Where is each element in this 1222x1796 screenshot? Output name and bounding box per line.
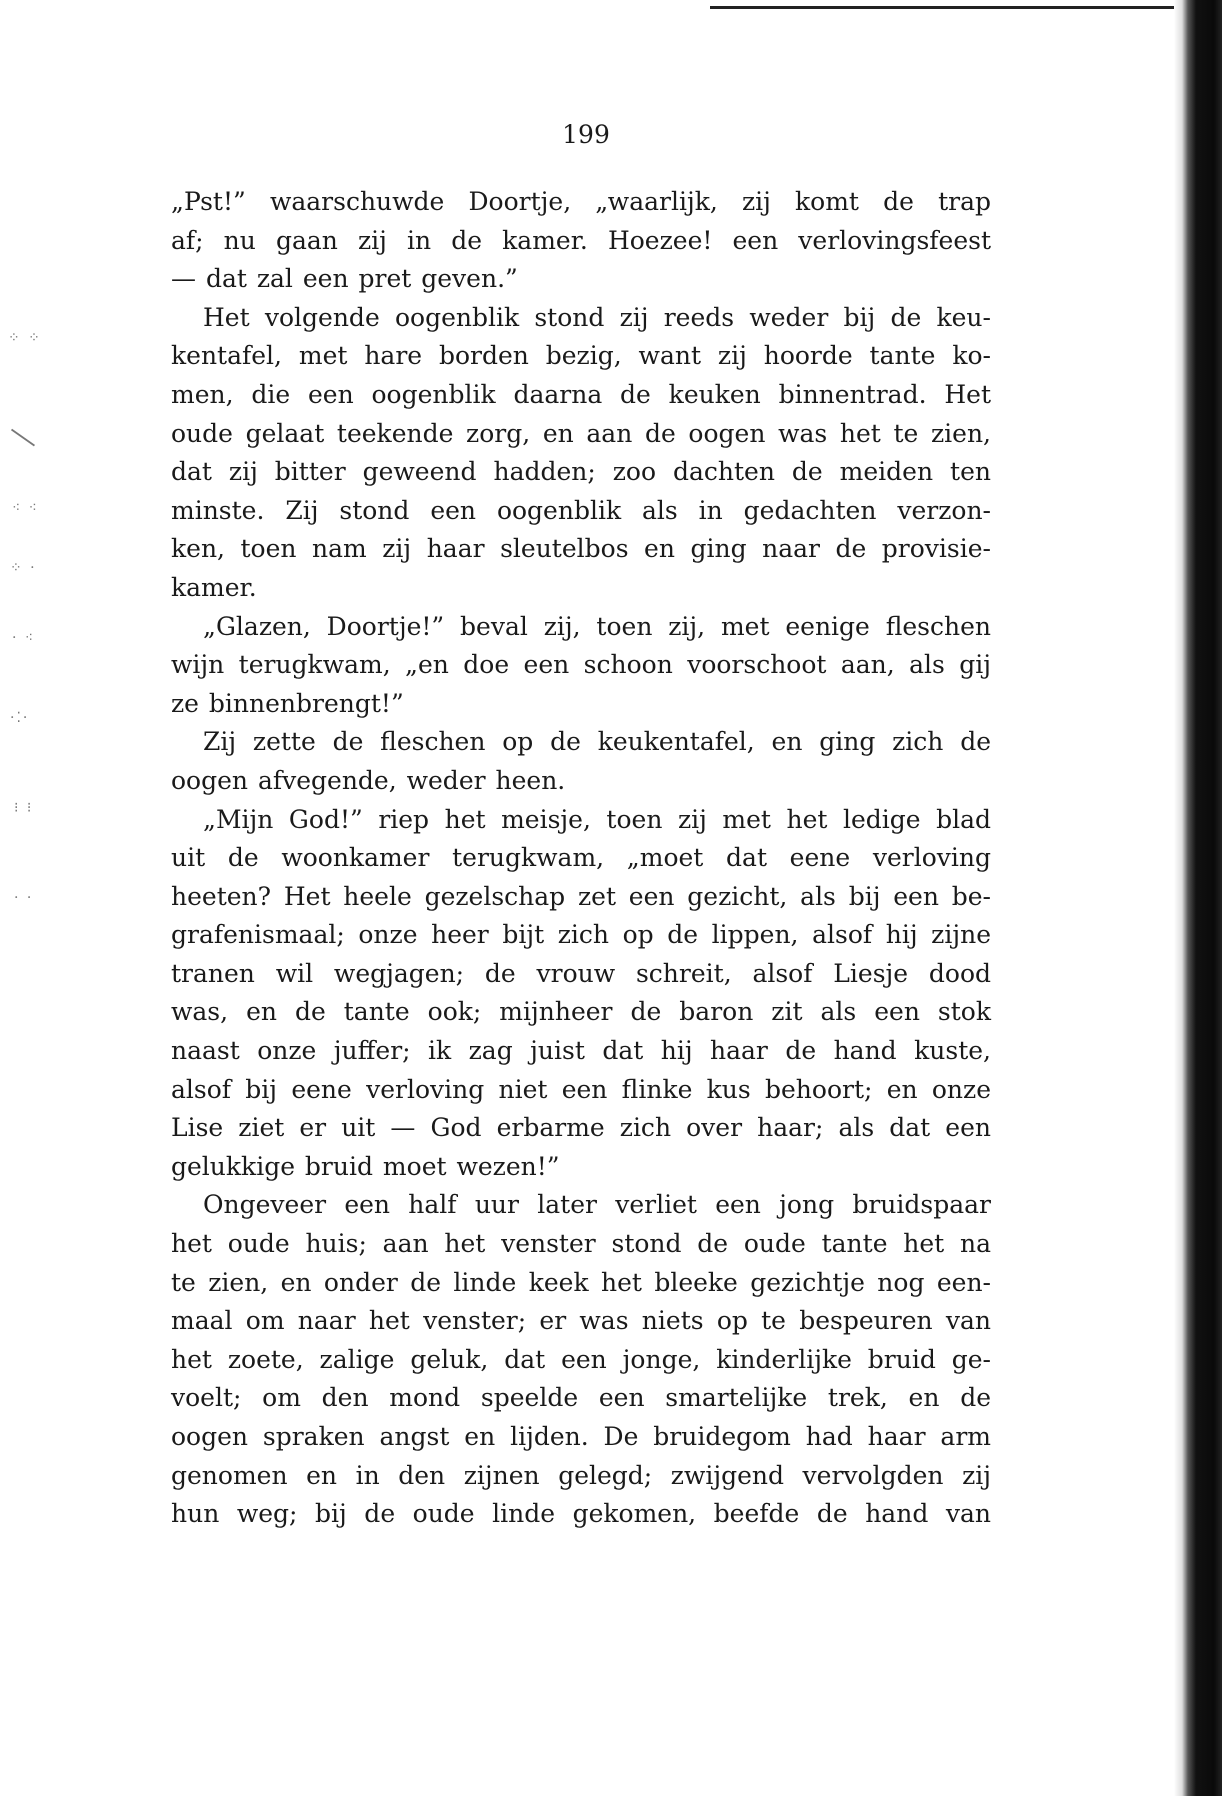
paragraph [171,1186,991,1533]
text-line: Ongeveer een half uur later verliet een jong bruidspaar [203,1190,991,1220]
text-line: oude gelaat teekende zorg, en aan de oogen was het te zien, [171,418,991,448]
text-line: „Glazen, Doortje!” beval zij, toen zij, met eenige fleschen [203,611,991,641]
book-binding-edge [1174,0,1222,1796]
margin-mark: · · [14,890,34,906]
text-line: uit de woonkamer terugkwam, „moet dat eene verloving [171,843,991,873]
text-line: oogen afvegende, weder heen. [171,765,566,795]
text-line: alsof bij eene verloving niet een flinke kus behoort; en onze [171,1074,991,1104]
text-line: naast onze juffer; ik zag juist dat hij haar de hand kuste, [171,1036,991,1066]
text-line: dat zij bitter geweend hadden; zoo dachten de meiden ten [171,457,991,487]
text-line: „Pst!” waarschuwde Doortje, „waarlijk, zij komt de trap [171,187,991,216]
text-line: te zien, en onder de linde keek het bleeke gezichtje nog een- [171,1267,991,1297]
text-line: ze binnenbrengt!” [171,688,404,718]
margin-mark: ⁖ ⁖ [12,500,39,516]
text-line: minste. Zij stond een oogenblik als in gedachten verzon- [171,495,991,525]
text-line: af; nu gaan zij in de kamer. Hoezee! een verlovingsfeest [171,225,991,255]
text-line: hun weg; bij de oude linde gekomen, beefde de hand van [171,1499,991,1529]
paragraph [171,183,991,299]
text-line: oogen spraken angst en lijden. De bruidegom had haar arm [171,1422,991,1451]
text-line: genomen en in den zijnen gelegd; zwijgend vervolgden zij [171,1460,991,1490]
text-line: heeten? Het heele gezelschap zet een gezicht, als bij een be- [171,881,991,911]
margin-mark: · ⁖ [12,630,36,646]
text-line: kentafel, met hare borden bezig, want zij hoorde tante ko- [171,341,991,371]
text-line: Zij zette de fleschen op de keukentafel, en ging zich de [203,727,991,757]
text-line: maal om naar het venster; er was niets op te bespeuren van [171,1306,991,1336]
text-line: tranen wil wegjagen; de vrouw schreit, alsof Liesje dood [171,958,991,988]
paragraph [171,608,991,724]
text-line: het oude huis; aan het venster stond de oude tante het na [171,1229,991,1259]
text-line: grafenismaal; onze heer bijt zich op de lippen, alsof hij zijne [171,920,991,950]
text-line: ken, toen nam zij haar sleutelbos en ging naar de provisie- [171,534,991,564]
text-line: voelt; om den mond speelde een smartelijke trek, en de [171,1383,991,1413]
text-line: men, die een oogenblik daarna de keuken binnentrad. Het [171,379,991,409]
body-text [171,183,991,1534]
text-line: kamer. [171,572,257,602]
page-number: 199 [562,120,610,149]
margin-mark: ·⁚· [10,710,30,726]
paragraph [171,299,991,608]
margin-mark: ⁘ ⁘ [8,330,42,346]
text-line: — dat zal een pret geven.” [171,264,518,294]
text-line: Het volgende oogenblik stond zij reeds weder bij de keu- [203,302,991,332]
text-line: Lise ziet er uit — God erbarme zich over haar; als dat een [171,1113,991,1143]
margin-mark: ― [3,414,47,459]
paragraph [171,801,991,1187]
text-line: „Mijn God!” riep het meisje, toen zij met het ledige blad [203,804,991,834]
margin-mark: ⁘ · [10,560,37,576]
text-line: gelukkige bruid moet wezen!” [171,1151,560,1181]
text-line: was, en de tante ook; mijnheer de baron zit als een stok [171,997,991,1027]
margin-mark: ⁝ ⁝ [14,800,34,816]
text-line: het zoete, zalige geluk, dat een jonge, kinderlijke bruid ge- [171,1344,991,1374]
margin-bleed-marks [0,330,70,1030]
top-edge-rule [710,6,1190,9]
text-line: wijn terugkwam, „en doe een schoon voorschoot aan, als gij [171,650,991,680]
paragraph [171,723,991,800]
